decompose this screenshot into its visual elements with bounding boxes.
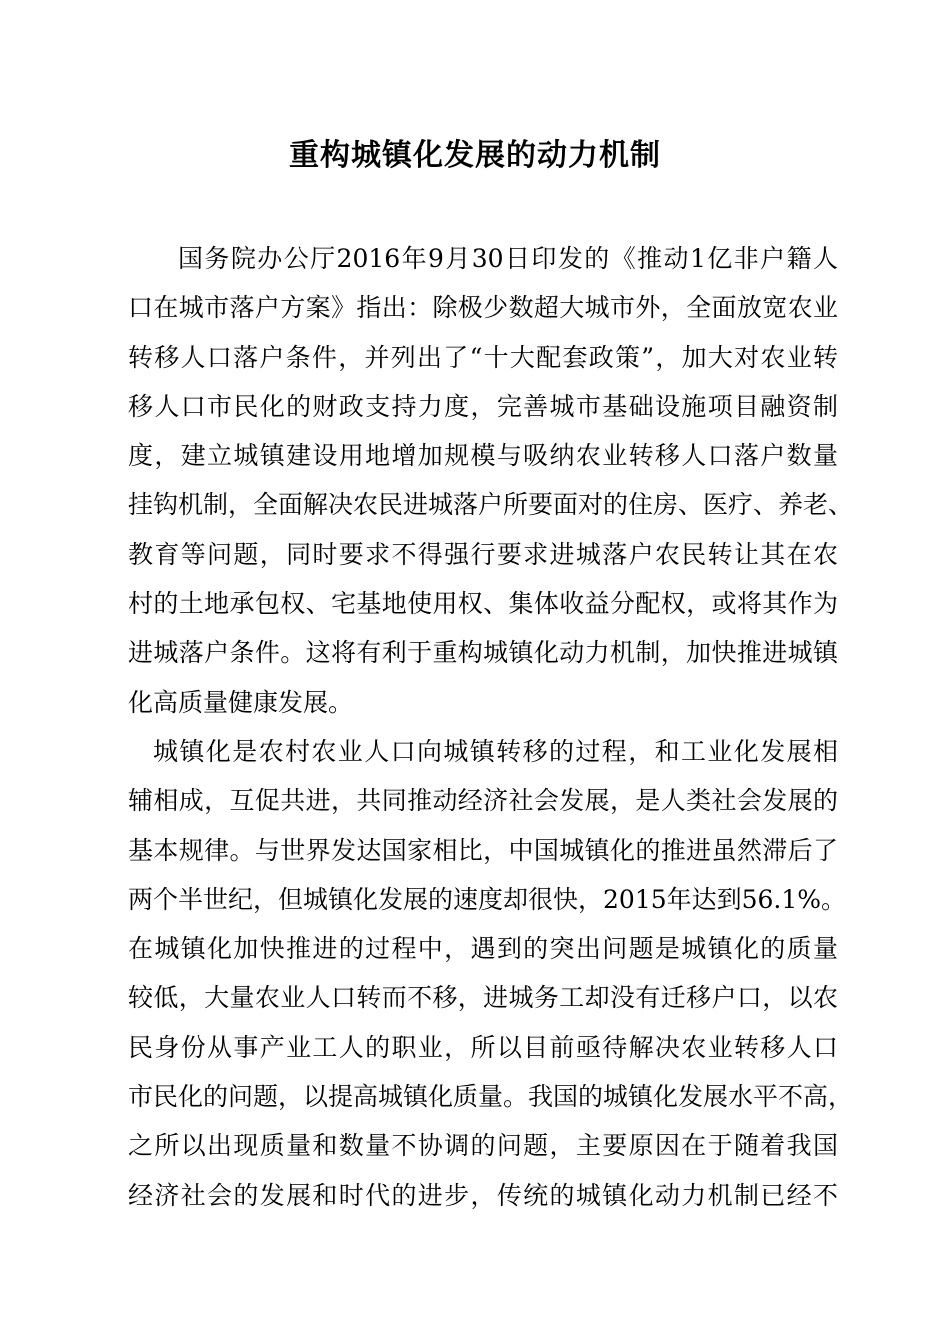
paragraph-line: 移人口市民化的财政支持力度，完善城市基础设施项目融资制 [128,391,838,421]
paragraph-2 [128,727,854,1220]
paragraph-line: 国务院办公厅2016年9月30日印发的《推动1亿非户籍人 [178,244,838,273]
page-title: 重构城镇化发展的动力机制 [289,138,661,173]
paragraph-line: 转移人口落户条件，并列出了“十大配套政策”，加大对农业转 [128,342,838,372]
paragraph-line: 教育等问题，同时要求不得强行要求进城落户农民转让其在农 [128,539,838,569]
paragraph-line: 较低，大量农业人口转而不移，进城务工却没有迁移户口，以农 [128,983,838,1013]
paragraph-line: 辅相成，互促共进，共同推动经济社会发展，是人类社会发展的 [128,786,838,816]
paragraph-line: 之所以出现质量和数量不协调的问题，主要原因在于随着我国 [128,1131,838,1161]
paragraph-line: 口在城市落户方案》指出：除极少数超大城市外，全面放宽农业 [128,293,838,323]
paragraph-line: 挂钩机制，全面解决农民进城落户所要面对的住房、医疗、养老、 [128,490,854,520]
document-body [128,234,854,1220]
paragraph-line: 市民化的问题，以提高城镇化质量。我国的城镇化发展水平不高， [128,1082,854,1112]
paragraph-line: 城镇化是农村农业人口向城镇转移的过程，和工业化发展相 [153,736,838,766]
paragraph-1 [128,234,854,727]
paragraph-line: 民身份从事产业工人的职业，所以目前亟待解决农业转移人口 [128,1032,838,1062]
paragraph-line: 两个半世纪，但城镇化发展的速度却很快，2015年达到56.1%。 [128,884,847,914]
paragraph-line: 进城落户条件。这将有利于重构城镇化动力机制，加快推进城镇 [128,638,838,668]
paragraph-line: 经济社会的发展和时代的进步，传统的城镇化动力机制已经不 [128,1180,838,1210]
paragraph-line: 度，建立城镇建设用地增加规模与吸纳农业转移人口落户数量 [128,441,838,471]
paragraph-line: 基本规律。与世界发达国家相比，中国城镇化的推进虽然滞后了 [128,835,838,865]
paragraph-line: 化高质量健康发展。 [128,687,354,717]
paragraph-line: 在城镇化加快推进的过程中，遇到的突出问题是城镇化的质量 [128,934,838,964]
paragraph-line: 村的土地承包权、宅基地使用权、集体收益分配权，或将其作为 [128,589,838,619]
